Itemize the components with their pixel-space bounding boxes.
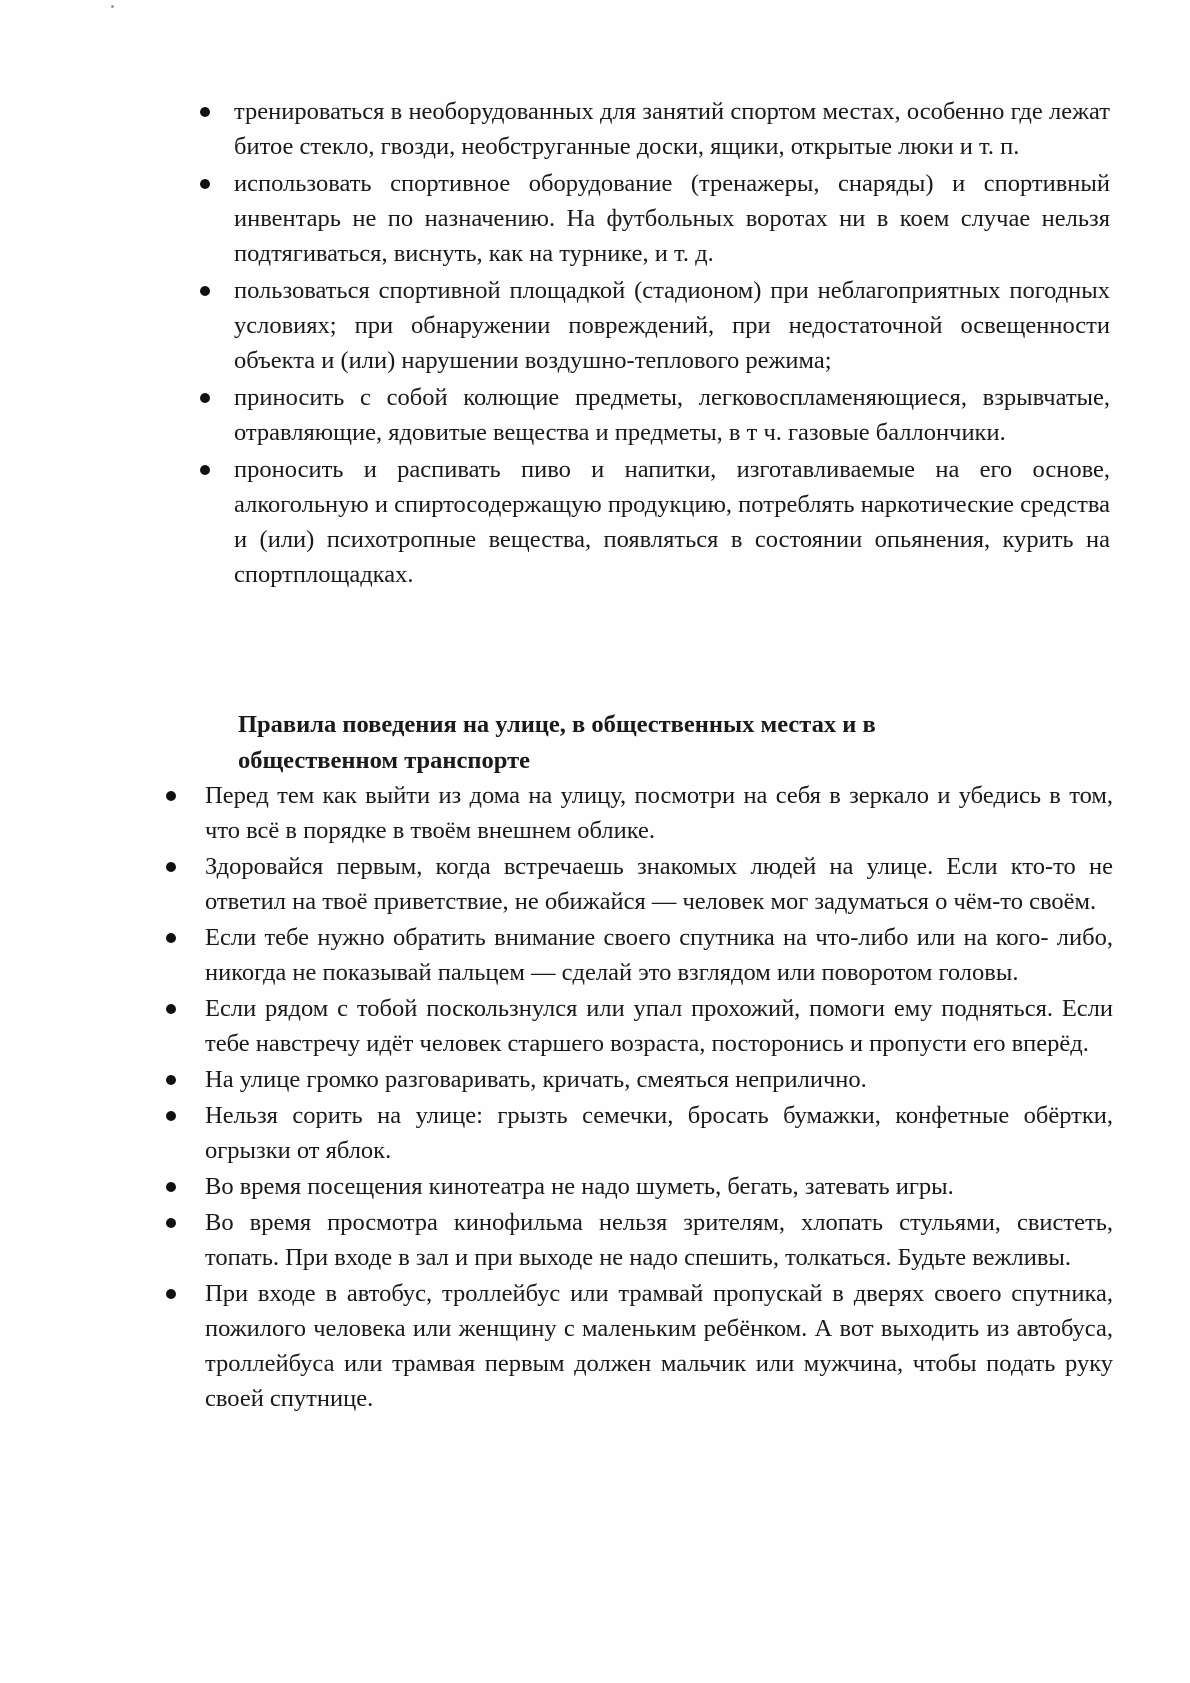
section-heading-line-2: общественном транспорте — [238, 747, 530, 774]
list-item — [205, 1205, 1113, 1275]
section-heading-line-1: Правила поведения на улице, в общественных местах и в — [238, 711, 876, 738]
list-item — [234, 452, 1110, 592]
bullet-icon — [166, 1075, 176, 1085]
list-item-text: пользоваться спортивной площадкой (стадионом) при неблагоприятных погодных условиях; при обнаружении повреждений, при недостаточной освещенности объекта и (или) нарушении воздушно-теплового режима; — [234, 277, 1110, 374]
list-item — [205, 991, 1113, 1061]
list-item-text: Нельзя сорить на улице: грызть семечки, бросать бумажки, конфетные обёртки, огрызки от яблок. — [205, 1102, 1113, 1164]
list-item-text: Здоровайся первым, когда встречаешь знакомых людей на улице. Если кто-то не ответил на твоё приветствие, не обижайся — человек мог задуматься о чём-то своём. — [205, 853, 1113, 915]
list-item — [234, 166, 1110, 271]
section-heading — [238, 707, 1058, 779]
list-item-text: Если рядом с тобой поскользнулся или упал прохожий, помоги ему подняться. Если тебе навстречу идёт человек старшего возраста, посторонись и пропусти его вперёд. — [205, 995, 1113, 1057]
list-item-text: Перед тем как выйти из дома на улицу, посмотри на себя в зеркало и убедись в том, что всё в порядке в твоём внешнем облике. — [205, 782, 1113, 844]
bullet-icon — [200, 465, 210, 475]
bullet-icon — [166, 1218, 176, 1228]
list-item — [205, 1062, 1113, 1097]
list-item — [205, 1276, 1113, 1416]
bullet-icon — [166, 1111, 176, 1121]
bullet-icon — [166, 1289, 176, 1299]
bullet-icon — [166, 933, 176, 943]
bullet-icon — [166, 1182, 176, 1192]
bullet-icon — [200, 393, 210, 403]
list-item — [234, 94, 1110, 164]
list-item-text: тренироваться в необорудованных для занятий спортом местах, особенно где лежат битое стекло, гвозди, необструганные доски, ящики, открытые люки и т. п. — [234, 98, 1110, 160]
bullet-icon — [200, 286, 210, 296]
list-item-text: Во время просмотра кинофильма нельзя зрителям, хлопать стульями, свистеть, топать. При входе в зал и при выходе не надо спешить, толкаться. Будьте вежливы. — [205, 1209, 1113, 1271]
bullet-icon — [166, 862, 176, 872]
list-item — [205, 778, 1113, 848]
list-item-text: использовать спортивное оборудование (тренажеры, снаряды) и спортивный инвентарь не по назначению. На футбольных воротах ни в коем случае нельзя подтягиваться, виснуть, как на турнике, и т. д. — [234, 170, 1110, 267]
bullet-icon — [200, 107, 210, 117]
scan-artifact-dot — [111, 5, 114, 8]
bullet-icon — [200, 179, 210, 189]
list-item — [205, 920, 1113, 990]
list-item-text: проносить и распивать пиво и напитки, изготавливаемые на его основе, алкогольную и спиртосодержащую продукцию, потреблять наркотические средства и (или) психотропные вещества, появляться в состоянии опьянения, курить на спортплощадках. — [234, 456, 1110, 588]
list-item — [205, 849, 1113, 919]
bullet-icon — [166, 791, 176, 801]
list-item-text: На улице громко разговаривать, кричать, смеяться неприлично. — [205, 1066, 867, 1093]
bullet-icon — [166, 1004, 176, 1014]
list-item — [205, 1169, 1113, 1204]
behavior-rules-list — [205, 778, 1113, 1417]
list-item — [205, 1098, 1113, 1168]
list-item — [234, 380, 1110, 450]
list-item-text: Если тебе нужно обратить внимание своего спутника на что-либо или на кого- либо, никогда не показывай пальцем — сделай это взглядом или поворотом головы. — [205, 924, 1113, 986]
list-item-text: Во время посещения кинотеатра не надо шуметь, бегать, затевать игры. — [205, 1173, 954, 1200]
prohibited-actions-list — [234, 94, 1110, 594]
list-item-text: При входе в автобус, троллейбус или трамвай пропускай в дверях своего спутника, пожилого человека или женщину с маленьким ребёнком. А вот выходить из автобуса, троллейбуса или трамвая первым должен мальчик или мужчина, чтобы подать руку своей спутнице. — [205, 1280, 1113, 1412]
list-item-text: приносить с собой колющие предметы, легковоспламеняющиеся, взрывчатые, отравляющие, ядовитые вещества и предметы, в т ч. газовые баллончики. — [234, 384, 1110, 446]
list-item — [234, 273, 1110, 378]
